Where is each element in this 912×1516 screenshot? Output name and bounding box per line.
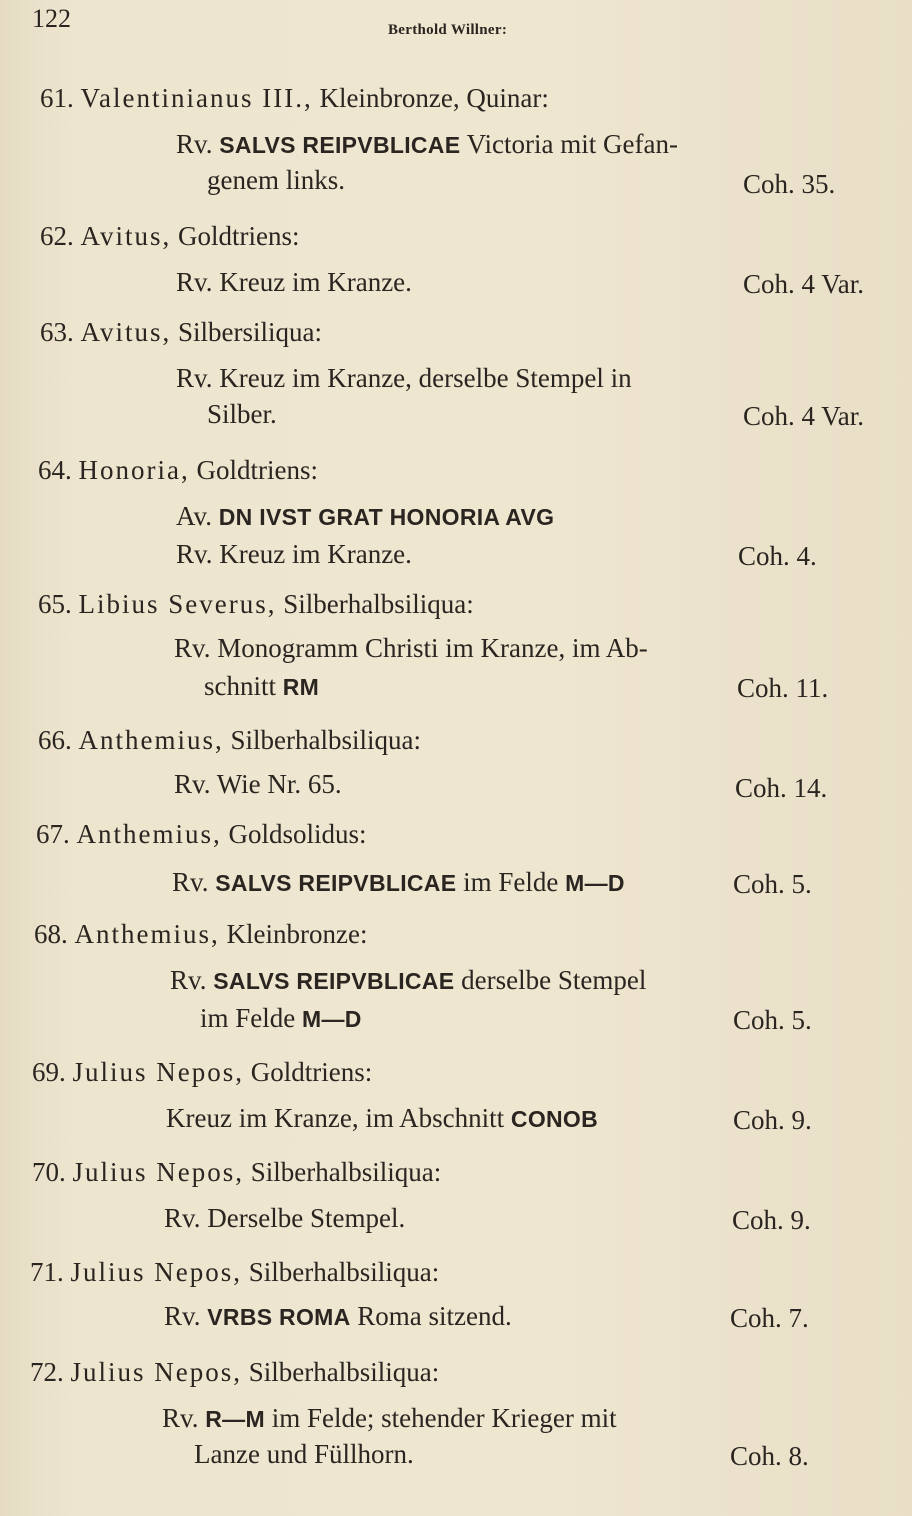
entry-number: 72. [30, 1357, 64, 1387]
entry-number: 61. [40, 83, 74, 113]
ruler-name: Anthemius, [74, 919, 220, 949]
side-prefix: Rv. [164, 1203, 201, 1233]
description-text: Kreuz im Kranze. [219, 267, 412, 297]
description-line [194, 1438, 414, 1470]
entry-heading [38, 588, 474, 620]
coin-type: Silberhalbsiliqua: [283, 589, 474, 619]
side-prefix: Rv. [172, 867, 209, 897]
coin-legend: SALVS REIPVBLICAE [213, 968, 455, 994]
coin-legend: CONOB [510, 1106, 599, 1132]
coin-type: Kleinbronze: [226, 919, 368, 949]
entry-number: 70. [32, 1157, 66, 1187]
ruler-name: Julius Nepos, [72, 1057, 245, 1087]
coin-type: Silberhalbsiliqua: [230, 725, 421, 755]
entry-number: 67. [36, 819, 70, 849]
entry-heading [34, 918, 367, 950]
entry-number: 68. [34, 919, 68, 949]
entry-heading [38, 724, 421, 756]
entry-number: 71. [30, 1257, 64, 1287]
cohen-reference: Coh. 7. [730, 1303, 809, 1333]
cohen-reference: Coh. 8. [730, 1441, 809, 1471]
description-line [207, 398, 277, 430]
coin-type: Goldtriens: [178, 221, 300, 251]
description-text: im Felde [463, 867, 559, 897]
coin-legend: SALVS REIPVBLICAE [219, 132, 461, 158]
cohen-reference: Coh. 35. [743, 169, 836, 199]
ruler-name: Avitus, [80, 317, 172, 347]
description-line [207, 164, 345, 196]
ruler-name: Libius Severus, [78, 589, 277, 619]
ruler-name: Valentinianus III., [80, 83, 313, 113]
coin-legend: M—D [565, 870, 625, 896]
description-line [174, 768, 342, 800]
cohen-reference: Coh. 14. [735, 773, 828, 803]
description-line [176, 538, 412, 570]
coin-legend: M—D [302, 1006, 362, 1032]
description-text: Monogramm Christi im Kranze, im Ab- [217, 633, 648, 663]
cohen-reference: Coh. 9. [733, 1105, 812, 1135]
description-line [174, 632, 648, 664]
ruler-name: Julius Nepos, [70, 1357, 243, 1387]
running-head: Berthold Willner: [388, 22, 508, 38]
side-prefix: Rv. [176, 267, 213, 297]
coin-legend: R—M [205, 1406, 265, 1432]
ruler-name: Anthemius, [78, 725, 224, 755]
entry-heading [40, 82, 549, 114]
side-prefix: Rv. [176, 129, 213, 159]
entry-number: 66. [38, 725, 72, 755]
description-text: Lanze und Füllhorn. [194, 1439, 414, 1469]
description-line [176, 128, 678, 161]
side-prefix: Rv. [164, 1301, 201, 1331]
description-text: Wie Nr. 65. [216, 769, 342, 799]
description-line [164, 1202, 405, 1234]
description-text: im Felde [200, 1003, 296, 1033]
description-line [200, 1002, 362, 1035]
entry-number: 65. [38, 589, 72, 619]
ruler-name: Julius Nepos, [72, 1157, 245, 1187]
description-text: derselbe Stempel [461, 965, 647, 995]
entry-heading [40, 316, 322, 348]
coin-type: Silberhalbsiliqua: [250, 1157, 442, 1187]
coin-type: Silberhalbsiliqua: [248, 1257, 440, 1287]
description-text: schnitt [204, 671, 276, 701]
description-line [176, 362, 632, 394]
coin-type: Kleinbronze, Quinar: [319, 83, 549, 113]
description-line [170, 964, 646, 997]
entry-heading [38, 454, 318, 486]
entry-number: 64. [38, 455, 72, 485]
entry-heading [40, 220, 300, 252]
cohen-reference: Coh. 4 Var. [743, 269, 865, 299]
side-prefix: Av. [176, 501, 212, 531]
entry-heading [36, 818, 367, 850]
page-number: 122 [32, 4, 71, 33]
entry-heading [32, 1156, 441, 1188]
coin-legend: VRBS ROMA [207, 1304, 351, 1330]
entry-heading [32, 1056, 372, 1088]
description-text: Victoria mit Gefan- [466, 129, 678, 159]
side-prefix: Rv. [174, 633, 211, 663]
description-text: genem links. [207, 165, 345, 195]
description-text: Derselbe Stempel. [207, 1203, 406, 1233]
description-line [176, 500, 554, 533]
side-prefix: Rv. [162, 1403, 199, 1433]
description-text: Roma sitzend. [357, 1301, 512, 1331]
cohen-reference: Coh. 5. [733, 869, 812, 899]
ruler-name: Avitus, [80, 221, 172, 251]
entry-number: 62. [40, 221, 74, 251]
coin-type: Silberhalbsiliqua: [248, 1357, 440, 1387]
cohen-reference: Coh. 4. [738, 541, 817, 571]
description-line [166, 1102, 598, 1135]
cohen-reference: Coh. 9. [732, 1205, 811, 1235]
side-prefix: Rv. [170, 965, 207, 995]
coin-type: Goldtriens: [250, 1057, 373, 1087]
description-text: Kreuz im Kranze, im Abschnitt [166, 1103, 505, 1133]
ruler-name: Julius Nepos, [70, 1257, 243, 1287]
cohen-reference: Coh. 4 Var. [743, 401, 865, 431]
coin-legend: DN IVST GRAT HONORIA AVG [218, 504, 555, 530]
side-prefix: Rv. [176, 539, 213, 569]
coin-type: Goldtriens: [196, 455, 318, 485]
cohen-reference: Coh. 5. [733, 1005, 812, 1035]
ruler-name: Honoria, [78, 455, 190, 485]
description-text: im Felde; stehender Krieger mit [271, 1403, 617, 1433]
side-prefix: Rv. [174, 769, 211, 799]
description-line [172, 866, 625, 899]
entry-number: 69. [32, 1057, 66, 1087]
description-line [164, 1300, 512, 1333]
description-text: Kreuz im Kranze. [219, 539, 412, 569]
description-line [204, 670, 319, 703]
entry-number: 63. [40, 317, 74, 347]
entry-heading [30, 1256, 439, 1288]
cohen-reference: Coh. 11. [737, 673, 829, 703]
description-line [162, 1402, 617, 1435]
description-text: Kreuz im Kranze, derselbe Stempel in [219, 363, 632, 393]
description-text: Silber. [207, 399, 277, 429]
side-prefix: Rv. [176, 363, 213, 393]
entry-heading [30, 1356, 439, 1388]
coin-type: Goldsolidus: [228, 819, 367, 849]
coin-legend: SALVS REIPVBLICAE [215, 870, 457, 896]
description-line [176, 266, 412, 298]
coin-legend: RM [282, 674, 320, 700]
coin-type: Silbersiliqua: [178, 317, 323, 347]
ruler-name: Anthemius, [76, 819, 222, 849]
